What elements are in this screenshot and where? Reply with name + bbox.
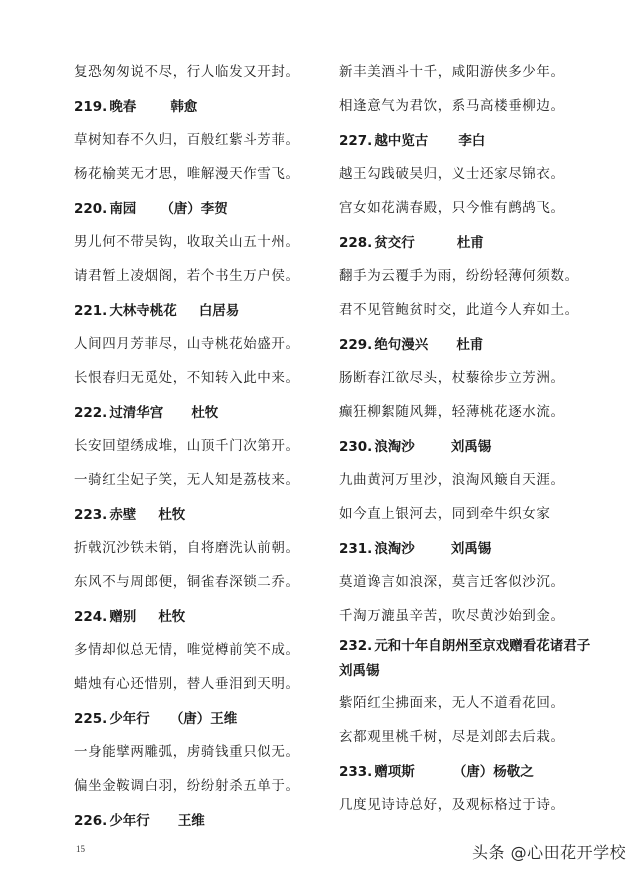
poem-heading xyxy=(74,815,205,829)
poem-title: 少年行 xyxy=(109,813,150,829)
verse-line: 癫狂柳絮随风舞，轻薄桃花逐水流。 xyxy=(339,404,565,420)
poem-heading xyxy=(339,237,484,251)
poem-author: 杜甫 xyxy=(456,235,484,251)
poem-title: 过清华宫 xyxy=(109,405,164,421)
verse-line: 一身能擘两雕弧，虏骑钱重只似无。 xyxy=(74,744,300,760)
poem-author: （唐）李贺 xyxy=(160,201,228,217)
watermark: 头条 @心田花开学校 xyxy=(472,843,627,862)
poem-heading xyxy=(74,407,218,421)
poem-title: 越中览古 xyxy=(374,133,429,149)
verse-line: 一骑红尘妃子笑，无人知是荔枝来。 xyxy=(74,472,300,488)
poem-number: 228. xyxy=(339,235,373,251)
verse-line: 玄都观里桃千树，尽是刘郎去后栽。 xyxy=(339,729,565,745)
verse-line: 如今直上银河去，同到牵牛织女家 xyxy=(339,506,551,522)
poem-number: 224. xyxy=(74,609,108,625)
poem-title: 少年行 xyxy=(109,711,150,727)
verse-line: 九曲黄河万里沙，浪淘风簸自天涯。 xyxy=(339,472,565,488)
poem-number: 220. xyxy=(74,201,108,217)
poem-heading xyxy=(74,101,197,115)
verse-line: 新丰美酒斗十千，咸阳游侠多少年。 xyxy=(339,64,565,80)
poem-number: 226. xyxy=(74,813,108,829)
verse-line: 男儿何不带吴钩，收取关山五十州。 xyxy=(74,234,300,250)
poem-heading xyxy=(339,543,491,557)
poem-author: 杜牧 xyxy=(158,507,186,523)
poem-author: 白居易 xyxy=(198,303,240,319)
verse-line: 长安回望绣成堆，山顶千门次第开。 xyxy=(74,438,300,454)
poem-title: 赠别 xyxy=(109,609,137,625)
verse-line: 几度见诗诗总好，及观标格过于诗。 xyxy=(339,797,565,813)
verse-line: 东风不与周郎便，铜雀春深锁二乔。 xyxy=(74,574,300,590)
poem-number: 231. xyxy=(339,541,373,557)
poem-title: 赤壁 xyxy=(109,507,137,523)
poem-title: 赠项斯 xyxy=(374,764,415,780)
poem-title: 晚春 xyxy=(109,99,137,115)
poem-title: 贫交行 xyxy=(374,235,415,251)
verse-line: 长恨春归无觅处，不知转入此中来。 xyxy=(74,370,300,386)
poem-author: 刘禹锡 xyxy=(450,439,492,455)
poem-heading xyxy=(74,305,239,319)
poem-heading xyxy=(339,135,485,149)
verse-line: 草树知春不久归，百般红紫斗芳菲。 xyxy=(74,132,300,148)
poem-title: 元和十年自朗州至京戏赠看花诸君子 xyxy=(374,638,591,654)
poem-title: 浪淘沙 xyxy=(374,541,415,557)
poem-author: 李白 xyxy=(458,133,486,149)
verse-line: 偏坐金鞍调白羽，纷纷射杀五单于。 xyxy=(74,778,300,794)
poem-author: （唐）王维 xyxy=(169,711,238,727)
poem-number: 233. xyxy=(339,764,373,780)
poem-title: 绝句漫兴 xyxy=(374,337,429,353)
verse-line: 宫女如花满春殿，只今惟有鹧鸪飞。 xyxy=(339,200,565,216)
poem-heading xyxy=(339,441,491,455)
poem-heading xyxy=(74,203,228,217)
verse-line: 君不见管鲍贫时交，此道今人弃如土。 xyxy=(339,302,579,318)
poem-author: 杜牧 xyxy=(191,405,219,421)
verse-line: 人间四月芳菲尽，山寺桃花始盛开。 xyxy=(74,336,300,352)
poem-author: 刘禹锡 xyxy=(339,663,380,679)
poem-heading xyxy=(339,766,534,780)
verse-line: 复恐匆匆说不尽，行人临发又开封。 xyxy=(74,64,300,80)
poem-number: 221. xyxy=(74,303,108,319)
verse-line: 翻手为云覆手为雨，纷纷轻薄何须数。 xyxy=(339,268,579,284)
poem-number: 222. xyxy=(74,405,108,421)
poem-number: 227. xyxy=(339,133,373,149)
page-number: 15 xyxy=(76,844,85,854)
poem-title: 浪淘沙 xyxy=(374,439,415,455)
verse-line: 杨花榆荚无才思，唯解漫天作雪飞。 xyxy=(74,166,300,182)
poem-author: 王维 xyxy=(177,813,205,829)
poem-number: 225. xyxy=(74,711,108,727)
verse-line: 越王勾践破吴归，义士还家尽锦衣。 xyxy=(339,166,565,182)
verse-line: 折戟沉沙铁未销，自将磨洗认前朝。 xyxy=(74,540,300,556)
verse-line: 相逢意气为君饮，系马高楼垂柳边。 xyxy=(339,98,565,114)
poem-number: 229. xyxy=(339,337,373,353)
poem-heading xyxy=(339,640,590,654)
verse-line: 请君暂上凌烟阁，若个书生万户侯。 xyxy=(74,268,300,284)
verse-line: 肠断春江欲尽头，杖藜徐步立芳洲。 xyxy=(339,370,565,386)
poem-author: 杜甫 xyxy=(456,337,484,353)
poem-number: 230. xyxy=(339,439,373,455)
poem-author: （唐）杨敬之 xyxy=(452,764,534,780)
poem-heading xyxy=(74,713,237,727)
poem-number: 232. xyxy=(339,638,373,654)
verse-line: 多情却似总无情，唯觉樽前笑不成。 xyxy=(74,642,300,658)
poem-number: 223. xyxy=(74,507,108,523)
poem-heading xyxy=(339,339,483,353)
poem-author: 韩愈 xyxy=(170,99,198,115)
verse-line: 紫陌红尘拂面来，无人不道看花回。 xyxy=(339,695,565,711)
poem-title: 大林寺桃花 xyxy=(109,303,177,319)
poem-heading xyxy=(74,611,185,625)
verse-line: 千淘万漉虽辛苦，吹尽黄沙始到金。 xyxy=(339,608,565,624)
poem-author: 杜牧 xyxy=(158,609,186,625)
poem-title: 南园 xyxy=(109,201,137,217)
verse-line: 莫道谗言如浪深，莫言迁客似沙沉。 xyxy=(339,574,565,590)
poem-author: 刘禹锡 xyxy=(450,541,492,557)
verse-line: 蜡烛有心还惜别，替人垂泪到天明。 xyxy=(74,676,300,692)
poem-heading xyxy=(74,509,185,523)
poem-number: 219. xyxy=(74,99,108,115)
